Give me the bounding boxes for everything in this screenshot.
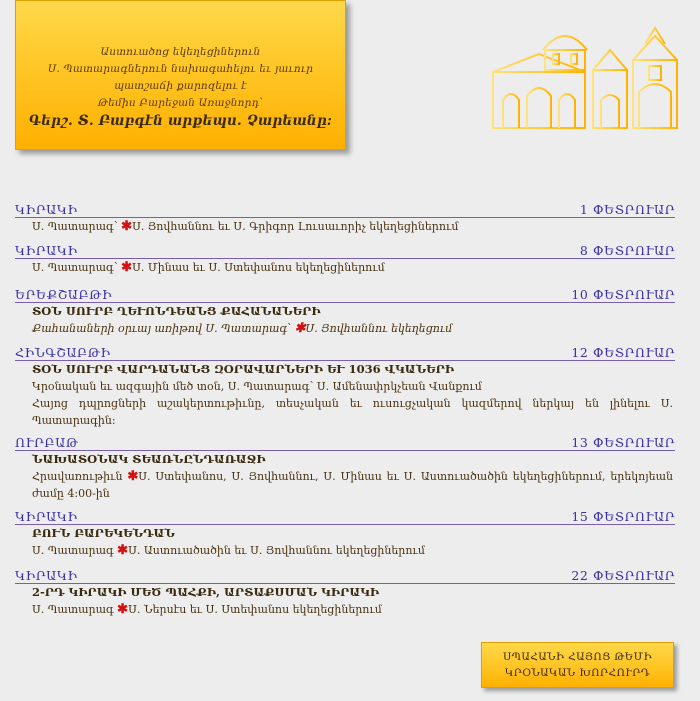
line-text: Ս. Յովհաննու եկեղեցում xyxy=(305,322,453,335)
footer-line-2: ԿՐՕՆԱԿԱՆ ԽՈՐՀՈՒՐԴ xyxy=(504,667,651,679)
event-day: ԵՐԵՔՇԱԲԹԻ xyxy=(15,287,113,302)
event-day: ԿԻՐԱԿԻ xyxy=(15,568,78,583)
footer-line-1: ՍՊԱՀԱՆԻ ՀԱՅՈՑ ԹԵՄԻ xyxy=(503,651,652,663)
event-line xyxy=(15,601,675,618)
event-paragraph: Հայոց դպրոցների աշակերտութիւնը, տեսչական եւ ուսուցչական կազմերով ներկայ են լինելու Ս. Պատարագին: xyxy=(32,397,673,427)
line-text: Ս. Մինաս եւ Ս. Ստեփանոս եկեղեցիներում xyxy=(132,261,385,274)
line-text: Ս. Աստուածածին եւ Ս. Յովհաննու եկեղեցիներում xyxy=(128,544,425,557)
event-title: ՏՕՆ ՍՈՒՐԲ ՎԱՐԴԱՆԱՆՑ ԶՕՐԱՎԱՐՆԵՐԻ ԵՒ 1036 ՎԿԱՆԵՐԻ xyxy=(32,362,455,376)
line-text: Ս. Ստեփանոս, Ս. Յովհաննու, Ս. Մինաս եւ Ս. Աստուածածին եկեղեցիներում, երեկոյեան ժամը 4:00-ին xyxy=(32,470,674,500)
event-day: ՀԻՆԳՇԱԲԹԻ xyxy=(15,345,111,360)
line-text: Ս. Պատարագ xyxy=(32,544,118,557)
event-paragraph xyxy=(15,468,675,502)
event-line xyxy=(15,542,675,559)
event-date: 10 ՓԵՏՐՈՒԱՐ xyxy=(571,287,675,302)
line-text: Ս. Պատարագ՝ xyxy=(32,261,122,274)
event-header xyxy=(15,507,675,525)
event-line xyxy=(15,378,675,395)
event-day: ԿԻՐԱԿԻ xyxy=(15,509,78,524)
footer-box xyxy=(481,642,674,688)
event-date: 13 ՓԵՏՐՈՒԱՐ xyxy=(571,435,675,450)
event-header xyxy=(15,241,675,259)
event-date: 12 ՓԵՏՐՈՒԱՐ xyxy=(571,345,675,360)
line-text: Ս. Ներսէս եւ Ս. Ստեփանոս եկեղեցիներում xyxy=(128,603,382,616)
event-line xyxy=(15,320,675,337)
event-day: ՈՒՐԲԱԹ xyxy=(15,435,79,450)
header-name: Գերշ. Տ. Բաբգէն արքեպս. Չարեանը: xyxy=(28,113,333,129)
header-line-1: Աստուածոց եկեղեցիներուն xyxy=(100,46,261,58)
event-date: 15 ՓԵՏՐՈՒԱՐ xyxy=(571,509,675,524)
event-title: ՏՕՆ ՍՈՒՐԲ ՂԵՒՈՆԴԵԱՆՑ ՔԱՀԱՆԱՆԵՐԻ xyxy=(32,304,321,318)
header-line-2: Ս. Պատարագներուն նախագահելու եւ յաւուր xyxy=(47,63,314,75)
star-icon: ✱ xyxy=(294,321,306,336)
event-day: ԿԻՐԱԿԻ xyxy=(15,243,78,258)
event-day: ԿԻՐԱԿԻ xyxy=(15,202,78,217)
event-item xyxy=(15,285,675,337)
event-item xyxy=(15,343,675,429)
event-date: 8 ՓԵՏՐՈՒԱՐ xyxy=(579,243,675,258)
event-header xyxy=(15,285,675,303)
church-illustration xyxy=(483,20,683,148)
event-item xyxy=(15,507,675,559)
event-title: ԲՈՒՆ ԲԱՐԵԿԵՆԴԱՆ xyxy=(32,526,175,540)
star-icon: ✱ xyxy=(117,602,129,617)
line-text: Կրօնական եւ ազգային մեծ տօն, Ս. Պատարագ՝ Ս. Ամենափրկչեան Վանքում xyxy=(32,380,482,393)
line-text: Ս. Պատարագ՝ xyxy=(32,220,122,233)
event-date: 1 ՓԵՏՐՈՒԱՐ xyxy=(579,202,675,217)
line-text: Ս. Պատարագ xyxy=(32,603,118,616)
event-header xyxy=(15,433,675,451)
line-text: Հրավառութիւն xyxy=(32,470,128,483)
event-date: 22 ՓԵՏՐՈՒԱՐ xyxy=(571,568,675,583)
event-title: ՆԱԽԱՏՕՆԱԿ ՏԵԱՌՆԸՆԴԱՌԱՋԻ xyxy=(32,452,266,466)
event-item xyxy=(15,200,675,235)
event-item xyxy=(15,433,675,502)
star-icon: ✱ xyxy=(117,543,129,558)
header-line-4: Թեմիս Բարեջան Առաջնորդ՝ xyxy=(97,97,264,109)
event-header xyxy=(15,343,675,361)
star-icon: ✱ xyxy=(121,260,133,275)
event-line xyxy=(15,259,675,276)
header-box xyxy=(15,0,346,150)
star-icon: ✱ xyxy=(121,219,133,234)
event-title: 2-ՐԴ ԿԻՐԱԿԻ ՄԵԾ ՊԱՀՔԻ, ԱՐՏԱՔՍՄԱՆ ԿԻՐԱԿԻ xyxy=(32,585,380,599)
event-line xyxy=(15,218,675,235)
event-header xyxy=(15,200,675,218)
header-line-3: պատշաճի քարոզելու է xyxy=(114,80,247,92)
line-text: Քահանաների օրւայ առիթով Ս. Պատարագ՝ xyxy=(32,322,295,335)
line-text: Ս. Յովհաննու եւ Ս. Գրիգոր Լուսաւորիչ եկեղեցիներում xyxy=(132,220,459,233)
event-item xyxy=(15,241,675,276)
event-header xyxy=(15,566,675,584)
star-icon: ✱ xyxy=(127,469,139,484)
event-item xyxy=(15,566,675,618)
